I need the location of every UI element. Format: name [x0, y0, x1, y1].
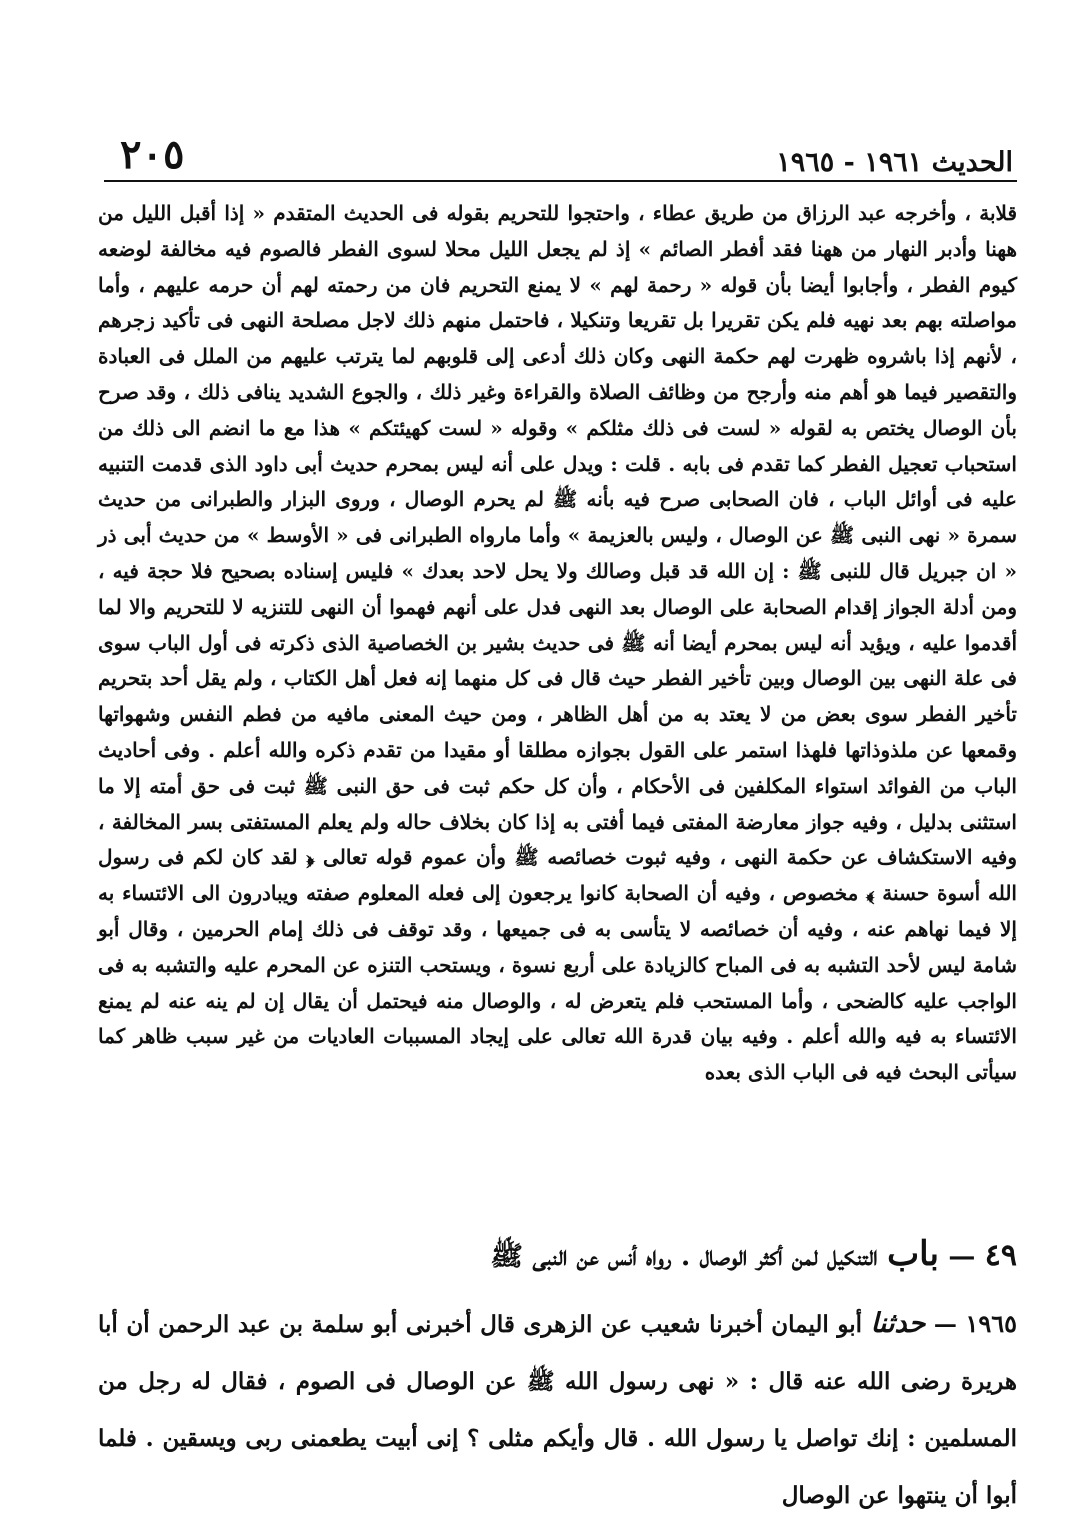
haddathana-word: حدثنا [870, 1308, 926, 1339]
header-rule [104, 180, 1017, 182]
page-number: ٢٠٥ [120, 131, 185, 178]
hadith-block [98, 1295, 1017, 1524]
hadith-text: أبو اليمان أخبرنا شعيب عن الزهرى قال أخبرنى أبو سلمة بن عبد الرحمن أن أبا هريرة رضى الله عنه قال : « نهى رسول الله ﷺ عن الوصال فى الصوم ، فقال له رجل من المسلمين : إنك تواصل يا رسول الله . قال وأيكم مثلى ؟ إنى أبيت يطعمنى ربى ويسقين . فلما أبوا أن ينتهوا عن الوصال [98, 1311, 1017, 1509]
running-title: الحديث ١٩٦١ - ١٩٦٥ [776, 147, 1013, 178]
chapter-dash: — [948, 1241, 976, 1272]
hadith-dash: — [933, 1311, 957, 1338]
hadith-paragraph [98, 1295, 1017, 1524]
chapter-number: ٤٩ [984, 1238, 1017, 1273]
chapter-title: التنكيل لمن أكثر الوصال . رواه أنس عن النبى ﷺ [490, 1241, 878, 1272]
page-header [120, 128, 1013, 178]
hadith-number: ١٩٦٥ [965, 1309, 1017, 1338]
chapter-bab-label: باب [887, 1234, 939, 1274]
commentary-block [98, 196, 1017, 1091]
chapter-heading [150, 1232, 1017, 1279]
commentary-paragraph: قلابة ، وأخرجه عبد الرزاق من طريق عطاء ، واحتجوا للتحريم بقوله فى الحديث المتقدم « إذا أقبل الليل من ههنا وأدبر النهار من ههنا فقد أفطر الصائم » إذ لم يجعل الليل محلا لسوى الفطر فالصوم فيه مخالفة لوضعه كيوم الفطر ، وأجابوا أيضا بأن قوله « رحمة لهم » لا يمنع التحريم فان من رحمته لهم أن حرمه عليهم ، وأما مواصلته بهم بعد نهيه فلم يكن تقريرا بل تقريعا وتنكيلا ، فاحتمل منهم ذلك لاجل مصلحة النهى فى تأكيد زجرهم ، لأنهم إذا باشروه ظهرت لهم حكمة النهى وكان ذلك أدعى إلى قلوبهم لما يترتب عليهم من الملل فى العبادة والتقصير فيما هو أهم منه وأرجح من وظائف الصلاة والقراءة وغير ذلك ، والجوع الشديد ينافى ذلك ، وقد صرح بأن الوصال يختص به لقوله « لست فى ذلك مثلكم » وقوله « لست كهيئتكم » هذا مع ما انضم الى ذلك من استحباب تعجيل الفطر كما تقدم فى بابه . قلت : ويدل على أنه ليس بمحرم حديث أبى داود الذى قدمت التنبيه عليه فى أوائل الباب ، فان الصحابى صرح فيه بأنه ﷺ لم يحرم الوصال ، وروى البزار والطبرانى من حديث سمرة « نهى النبى ﷺ عن الوصال ، وليس بالعزيمة » وأما مارواه الطبرانى فى « الأوسط » من حديث أبى ذر « ان جبريل قال للنبى ﷺ : إن الله قد قبل وصالك ولا يحل لاحد بعدك » فليس إسناده بصحيح فلا حجة فيه ، ومن أدلة الجواز إقدام الصحابة على الوصال بعد النهى فدل على أنهم فهموا أن النهى للتنزيه لا للتحريم والا لما أقدموا عليه ، ويؤيد أنه ليس بمحرم أيضا أنه ﷺ فى حديث بشير بن الخصاصية الذى ذكرته فى أول الباب سوى فى علة النهى بين الوصال وبين تأخير الفطر حيث قال فى كل منهما إنه فعل أهل الكتاب ، ولم يقل أحد بتحريم تأخير الفطر سوى بعض من لا يعتد به من أهل الظاهر ، ومن حيث المعنى مافيه من فطم النفس وشهواتها وقمعها عن ملذوذاتها فلهذا استمر على القول بجوازه مطلقا أو مقيدا من تقدم ذكره والله أعلم . وفى أحاديث الباب من الفوائد استواء المكلفين فى الأحكام ، وأن كل حكم ثبت فى حق النبى ﷺ ثبت فى حق أمته إلا ما استثنى بدليل ، وفيه جواز معارضة المفتى فيما أفتى به إذا كان بخلاف حاله ولم يعلم المستفتى بسر المخالفة ، وفيه الاستكشاف عن حكمة النهى ، وفيه ثبوت خصائصه ﷺ وأن عموم قوله تعالى ﴿ لقد كان لكم فى رسول الله أسوة حسنة ﴾ مخصوص ، وفيه أن الصحابة كانوا يرجعون إلى فعله المعلوم صفته ويبادرون الى الائتساء به إلا فيما نهاهم عنه ، وفيه أن خصائصه لا يتأسى به فى جميعها ، وقد توقف فى ذلك إمام الحرمين ، وقال أبو شامة ليس لأحد التشبه به فى المباح كالزيادة على أربع نسوة ، ويستحب التنزه عن المحرم عليه والتشبه به فى الواجب عليه كالضحى ، وأما المستحب فلم يتعرض له ، والوصال منه فيحتمل أن يقال إن لم ينه عنه لم يمنع الائتساء به فيه والله أعلم . وفيه بيان قدرة الله تعالى على إيجاد المسببات العاديات من غير سبب ظاهر كما سيأتى البحث فيه فى الباب الذى بعده [98, 201, 1018, 1085]
